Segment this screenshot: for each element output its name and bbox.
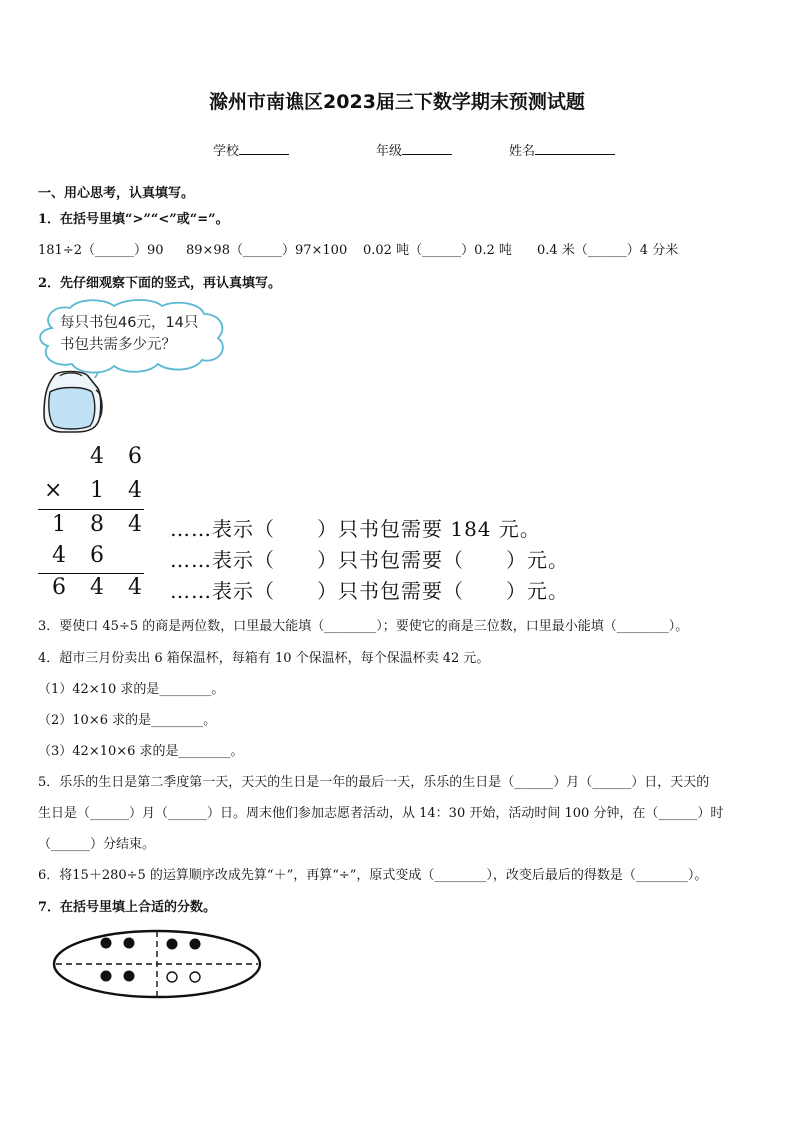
- vertical-line: [38, 509, 144, 510]
- vertical-digit: 8: [90, 512, 104, 537]
- filled-dot: [190, 939, 201, 950]
- q1-item: 0.4 米（______）4 分米: [537, 243, 679, 258]
- school-blank[interactable]: [239, 142, 289, 155]
- ellipse-figure: [50, 926, 266, 1002]
- vertical-digit: 4: [52, 543, 66, 568]
- q5-line-2: 生日是（______）月（______）日。周末他们参加志愿者活动，从 14：30 开始，活动时间 100 分钟，在（______）时: [38, 806, 724, 821]
- school-field: [213, 140, 289, 159]
- q1-text: 1．在括号里填“>”“<”或“=”。: [38, 212, 229, 227]
- vertical-digit: 4: [128, 512, 142, 537]
- vertical-digit: 4: [128, 478, 142, 503]
- vertical-digit: 6: [128, 444, 142, 469]
- name-field: [509, 140, 615, 159]
- vertical-digit: 4: [128, 575, 142, 600]
- filled-dot: [101, 971, 112, 982]
- q7-text: 7．在括号里填上合适的分数。: [38, 900, 217, 915]
- name-blank[interactable]: [535, 142, 615, 155]
- q6-text: 6．将15＋280÷5 的运算顺序改成先算“＋”，再算“÷”，原式变成（________），改变后最后的得数是（________）。: [38, 868, 708, 883]
- vertical-digit: 1: [90, 478, 104, 503]
- q4-sub-2: （2）10×6 求的是________。: [38, 713, 217, 728]
- school-label: 学校: [213, 144, 240, 159]
- q4-sub-3: （3）42×10×6 求的是________。: [38, 744, 244, 759]
- section-heading: 一、用心思考，认真填写。: [38, 186, 195, 201]
- vertical-line: [38, 573, 144, 574]
- backpack-icon: [40, 368, 104, 436]
- q3-text: 3．要使口 45÷5 的商是两位数，口里最大能填（________）；要使它的商是三位数，口里最小能填（________）。: [38, 619, 689, 634]
- vertical-digit: 1: [52, 512, 66, 537]
- q5-line-3: （______）分结束。: [38, 837, 156, 852]
- bubble-line-2: 书包共需多少元？: [60, 337, 176, 353]
- vertical-digit: 4: [90, 444, 104, 469]
- explain-line-2: ……表示（ ）只书包需要（ ）元。: [170, 548, 569, 572]
- vertical-digit: 6: [90, 543, 104, 568]
- hollow-dot: [190, 972, 200, 982]
- filled-dot: [124, 971, 135, 982]
- vertical-digit: 6: [52, 575, 66, 600]
- q5-line-1: 5．乐乐的生日是第二季度第一天，天天的生日是一年的最后一天，乐乐的生日是（______）月（______）日，天天的: [38, 775, 710, 790]
- q1-item: 89×98（______）97×100: [186, 243, 348, 258]
- grade-blank[interactable]: [402, 142, 452, 155]
- q4-sub-1: （1）42×10 求的是________。: [38, 682, 225, 697]
- filled-dot: [124, 938, 135, 949]
- filled-dot: [101, 938, 112, 949]
- q1-item: 0.02 吨（______）0.2 吨: [363, 243, 512, 258]
- q1-item: 181÷2（______）90: [38, 243, 164, 258]
- grade-field: [376, 140, 452, 159]
- grade-label: 年级: [376, 144, 403, 159]
- explain-line-3: ……表示（ ）只书包需要（ ）元。: [170, 579, 569, 603]
- q2-text: 2．先仔细观察下面的竖式，再认真填写。: [38, 276, 282, 291]
- explain-line-1: ……表示（ ）只书包需要 184 元。: [170, 517, 541, 541]
- name-label: 姓名: [509, 144, 536, 159]
- page-title: 滁州市南谯区2023届三下数学期末预测试题: [209, 91, 585, 113]
- q4-text: 4．超市三月份卖出 6 箱保温杯，每箱有 10 个保温杯，每个保温杯卖 42 元。: [38, 651, 490, 666]
- filled-dot: [167, 939, 178, 950]
- multiply-sign: ×: [44, 478, 63, 503]
- bubble-line-1: 每只书包46元，14只: [60, 315, 199, 331]
- vertical-digit: 4: [90, 575, 104, 600]
- hollow-dot: [167, 972, 177, 982]
